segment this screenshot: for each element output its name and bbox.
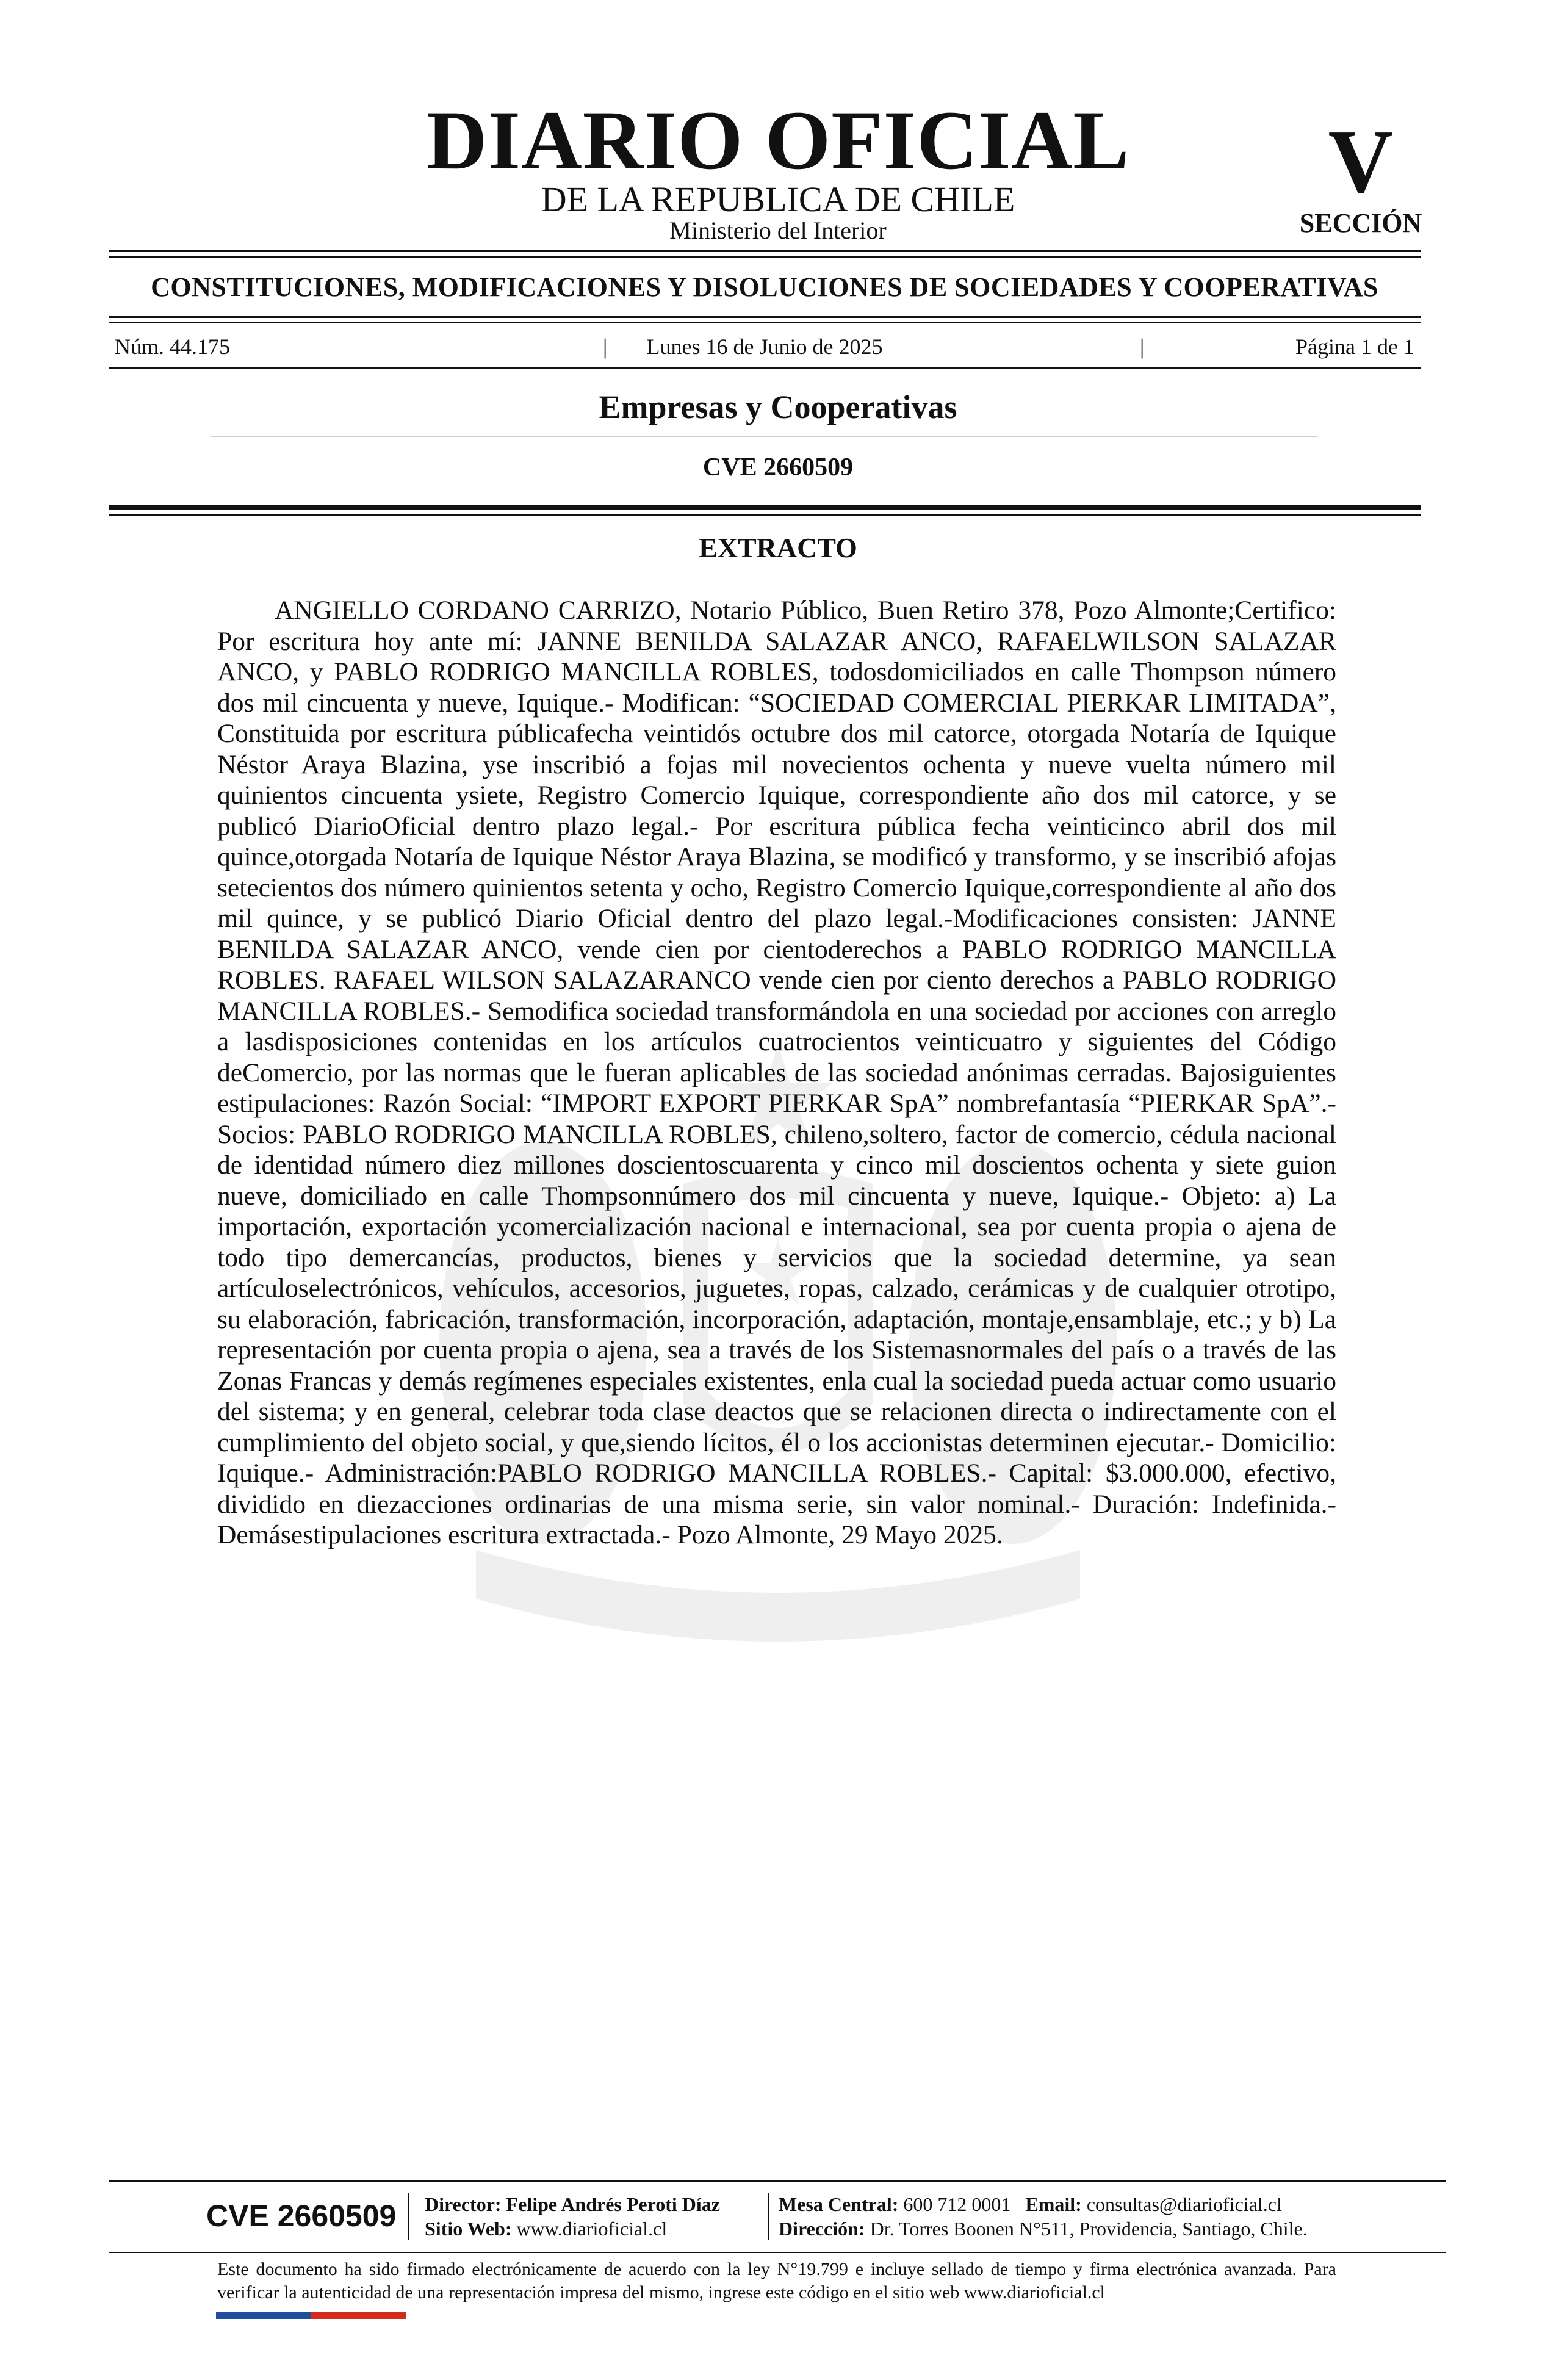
page-indicator: Página 1 de 1: [1295, 334, 1414, 359]
category-heading: Empresas y Cooperativas: [599, 389, 957, 425]
section-number: V: [1328, 112, 1394, 212]
section-indicator: [1269, 112, 1452, 239]
info-separator: |: [1140, 334, 1145, 359]
section-label: SECCIÓN: [1299, 208, 1422, 238]
masthead: [0, 92, 1556, 244]
phone-label: Mesa Central:: [779, 2193, 899, 2215]
issue-info-bar: [109, 330, 1421, 364]
director-label: Director:: [425, 2193, 502, 2215]
director-name: Felipe Andrés Peroti Díaz: [506, 2193, 720, 2215]
flag-stripe-red: [311, 2312, 406, 2319]
address-text: Dr. Torres Boonen N°511, Providencia, Santiago, Chile.: [870, 2218, 1308, 2240]
header-rule-thick: [109, 505, 1421, 510]
section-rule-bottom: [109, 322, 1421, 323]
infobar-rule: [109, 367, 1421, 369]
footer-divider: [768, 2193, 769, 2240]
section-heading: CONSTITUCIONES, MODIFICACIONES Y DISOLUCIONES DE SOCIEDADES Y COOPERATIVAS: [151, 272, 1378, 302]
flag-stripe-blue: [216, 2312, 311, 2319]
category-rule: [211, 436, 1318, 437]
cve-code: CVE 2660509: [702, 453, 854, 481]
email-link[interactable]: consultas@diarioficial.cl: [1086, 2193, 1282, 2215]
issue-number: Núm. 44.175: [115, 334, 230, 359]
phone-number: 600 712 0001: [903, 2193, 1011, 2215]
masthead-rule-thin: [109, 250, 1421, 252]
document-body: ANGIELLO CORDANO CARRIZO, Notario Público, Buen Retiro 378, Pozo Almonte;Certifico: Por escritura hoy ante mí: JANNE BENILDA SALAZAR ANCO, RAFAELWILSON SALAZAR ANCO, y PABLO RODRIGO MANCILLA ROBLES, todosdomiciliados en calle Thompson número dos mil cincuenta y nueve, Iquique.- Modifican: “SOCIEDAD COMERCIAL PIERKAR LIMITADA”, Constituida por escritura públicafecha veintidós octubre dos mil catorce, otorgada Notaría de Iquique Néstor Araya Blazina, yse inscribió a fojas mil novecientos ochenta y nueve vuelta número mil quinientos cincuenta ysiete, Registro Comercio Iquique, correspondiente año dos mil catorce, y se publicó DiarioOficial dentro plazo legal.- Por escritura pública fecha veinticinco abril dos mil quince,otorgada Notaría de Iquique Néstor Araya Blazina, se modificó y transformo, y se inscribió afojas setecientos dos número quinientos setenta y ocho, Registro Comercio Iquique,correspondiente al año dos mil quince, y se publicó Diario Oficial dentro del plazo legal.-Modificaciones consisten: JANNE BENILDA SALAZAR ANCO, vende cien por cientoderechos a PABLO RODRIGO MANCILLA ROBLES. RAFAEL WILSON SALAZARANCO vende cien por ciento derechos a PABLO RODRIGO MANCILLA ROBLES.- Semodifica sociedad transformándola en una sociedad por acciones con arreglo a lasdisposiciones contenidas en los artículos cuatrocientos veinticuatro y siguientes del Código deComercio, por las normas que le fueran aplicables de las sociedad anónimas cerradas. Bajosiguientes estipulaciones: Razón Social: “IMPORT EXPORT PIERKAR SpA” nombrefantasía “PIERKAR SpA”.- Socios: PABLO RODRIGO MANCILLA ROBLES, chileno,soltero, factor de comercio, cédula nacional de identidad número diez millones doscientoscuarenta y cinco mil doscientos ochenta y siete guion nueve, domiciliado en calle Thompsonnúmero dos mil cincuenta y nueve, Iquique.- Objeto: a) La importación, exportación ycomercialización nacional e internacional, sea por cuenta propia o ajena de todo tipo demercancías, productos, bienes y servicios que la sociedad determine, ya sean artículoselectrónicos, vehículos, accesorios, juguetes, ropas, calzado, cerámicas y de cualquier otrotipo, su elaboración, fabricación, transformación, incorporación, adaptación, montaje,ensamblaje, etc.; y b) La representación por cuenta propia o ajena, sea a través de los Sistemasnormales del país o a través de las Zonas Francas y demás regímenes especiales existentes, enla cual la sociedad pueda actuar como usuario del sistema; y en general, celebrar toda clase deactos que se relacionen directa o indirectamente con el cumplimiento del objeto social, y que,siendo lícitos, él o los accionistas determinen ejecutar.- Domicilio: Iquique.- Administración:PABLO RODRIGO MANCILLA ROBLES.- Capital: $3.000.000, efectivo, dividido en diezacciones ordinarias de una misma serie, sin valor nominal.- Duración: Indefinida.- Demásestipulaciones escritura extractada.- Pozo Almonte, 29 Mayo 2025.: [217, 596, 1336, 1549]
email-label: Email:: [1025, 2193, 1082, 2215]
footer-divider: [408, 2193, 409, 2240]
info-separator: |: [603, 334, 608, 359]
newspaper-subtitle: DE LA REPUBLICA DE CHILE: [541, 179, 1015, 219]
header-rule-thin: [109, 514, 1421, 516]
document-title: EXTRACTO: [699, 532, 857, 563]
website-link[interactable]: www.diarioficial.cl: [516, 2218, 668, 2240]
website-label: Sitio Web:: [425, 2218, 512, 2240]
issue-date: Lunes 16 de Junio de 2025: [646, 334, 883, 359]
footer-director-block: [425, 2192, 720, 2241]
footer-info: [109, 2186, 1446, 2252]
masthead-rule-second: [109, 256, 1421, 258]
footer-rule-top: [109, 2180, 1446, 2182]
ministry-name: Ministerio del Interior: [669, 217, 887, 244]
footer-cve-code: CVE 2660509: [206, 2199, 397, 2233]
address-label: Dirección:: [779, 2218, 865, 2240]
section-rule-top: [109, 316, 1421, 318]
footer-rule-middle: [109, 2252, 1446, 2253]
newspaper-title: DIARIO OFICIAL: [426, 93, 1130, 187]
footer-verification-note: Este documento ha sido firmado electrónicamente de acuerdo con la ley N°19.799 e incluye sellado de tiempo y firma electrónica avanzada. Para verificar la autenticidad de una representación impresa del mismo, ingrese este código en el sitio web www.diarioficial.cl: [217, 2259, 1336, 2302]
footer-contact-block: [779, 2192, 1308, 2241]
